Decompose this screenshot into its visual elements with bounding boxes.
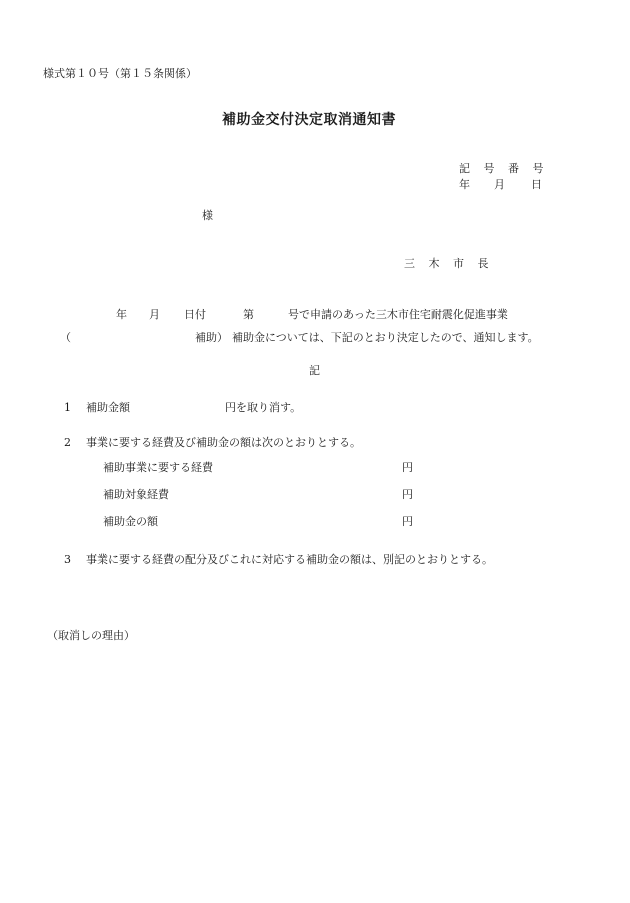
item-number: 2: [64, 436, 71, 449]
sender-name: 三 木 市 長: [404, 257, 494, 270]
body-number-prefix: 第: [243, 308, 254, 321]
body-subsidy-close: 補助）: [195, 331, 228, 344]
item-number: 3: [64, 553, 71, 566]
ki-heading: 記: [309, 364, 320, 377]
item-number: 1: [64, 401, 71, 414]
item-text: 事業に要する経費及び補助金の額は次のとおりとする。: [86, 436, 361, 449]
item-text: 事業に要する経費の配分及びこれに対応する補助金の額は、別記のとおりとする。: [86, 553, 493, 566]
body-year-label: 年: [116, 308, 127, 321]
sub-item-label: 補助金の額: [103, 515, 158, 528]
reason-label: （取消しの理由）: [47, 629, 135, 642]
sub-item-unit: 円: [402, 461, 413, 474]
body-month-label: 月: [149, 308, 160, 321]
record-number-label: 記 号 番 号: [459, 162, 549, 175]
body-date-label: 日付: [184, 308, 206, 321]
body-open-paren: （: [60, 331, 71, 344]
sub-item-label: 補助対象経費: [103, 488, 169, 501]
body-decision-text: 補助金については、下記のとおり決定したので、通知します。: [232, 331, 539, 344]
date-year-label: 年: [459, 178, 470, 191]
date-month-label: 月: [494, 178, 505, 191]
sub-item-label: 補助事業に要する経費: [103, 461, 213, 474]
form-number-label: 様式第１０号（第１５条関係）: [43, 67, 197, 80]
body-application-text: 号で申請のあった三木市住宅耐震化促進事業: [288, 308, 508, 321]
item-label: 補助金額: [86, 401, 130, 414]
date-day-label: 日: [531, 178, 542, 191]
document-title: 補助金交付決定取消通知書: [222, 112, 396, 128]
sub-item-unit: 円: [402, 488, 413, 501]
recipient-honorific: 様: [202, 209, 213, 222]
sub-item-unit: 円: [402, 515, 413, 528]
item-suffix: 円を取り消す。: [225, 401, 302, 414]
